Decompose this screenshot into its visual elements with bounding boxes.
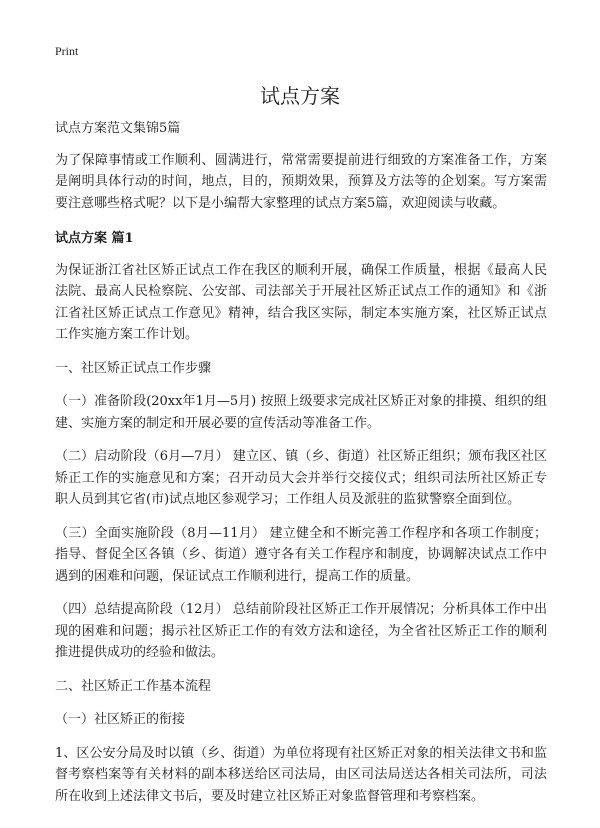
document-body [55, 118, 547, 819]
paragraph: （三）全面实施阶段（8月—11月） 建立健全和不断完善工作程序和各项工作制度；指导、督促全区各镇（乡、街道）遵守各有关工作程序和制度，协调解决试点工作中遇到的困难和问题，保证试点工作顺利进行，提高工作的质量。 [55, 525, 547, 584]
paragraph-subheading: （一）社区矫正的衔接 [55, 712, 186, 727]
paragraph-heading: 二、社区矫正工作基本流程 [55, 678, 212, 694]
document-title: 试点方案 [260, 84, 340, 108]
paragraph: （四）总结提高阶段（12月） 总结前阶段社区矫正工作开展情况；分析具体工作中出现的困难和问题；揭示社区矫正工作的有效方法和途径，为全省社区矫正工作的顺利推进提供成功的经验和做法。 [55, 602, 547, 660]
paragraph: （二）启动阶段（6月—7月） 建立区、镇（乡、街道）社区矫正组织；颁布我区社区矫正工作的实施意见和方案；召开动员大会并举行交接仪式；组织司法所社区矫正专职人员到其它省(市)试点地区参观学习；工作组人员及派驻的监狱警察全面到位。 [55, 449, 547, 507]
paragraph: 为保证浙江省社区矫正试点工作在我区的顺利开展，确保工作质量，根据《最高人民法院、最高人民检察院、公安部、司法部关于开展社区矫正试点工作的通知》和《浙江省社区矫正试点工作意见》精神，结合我区实际，制定本实施方案，社区矫正试点工作实施方案工作计划。 [55, 262, 547, 342]
section-heading: 试点方案 篇1 [55, 231, 134, 246]
paragraph: 1、区公安分局及时以镇（乡、街道）为单位将现有社区矫正对象的相关法律文书和监督考察档案等有关材料的副本移送给区司法局，由区司法局送达各相关司法所，司法所在收到上述法律文书后，要及时建立社区矫正对象监督管理和考察档案。 [55, 745, 547, 804]
print-link[interactable]: Print [55, 44, 79, 58]
paragraph-heading: 一、社区矫正试点工作步骤 [55, 360, 212, 376]
paragraph: （一）准备阶段(20xx年1月—5月) 按照上级要求完成社区矫正对象的排摸、组织的组建、实施方案的制定和开展必要的宣传活动等准备工作。 [55, 394, 547, 431]
intro-paragraph: 为了保障事情或工作顺利、圆满进行，常常需要提前进行细致的方案准备工作，方案是阐明具体行动的时间，地点，目的，预期效果，预算及方法等的企划案。写方案需要注意哪些格式呢？以下是小编帮大家整理的试点方案5篇，欢迎阅读与收藏。 [55, 152, 547, 211]
document-subtitle: 试点方案范文集锦5篇 [55, 121, 181, 136]
